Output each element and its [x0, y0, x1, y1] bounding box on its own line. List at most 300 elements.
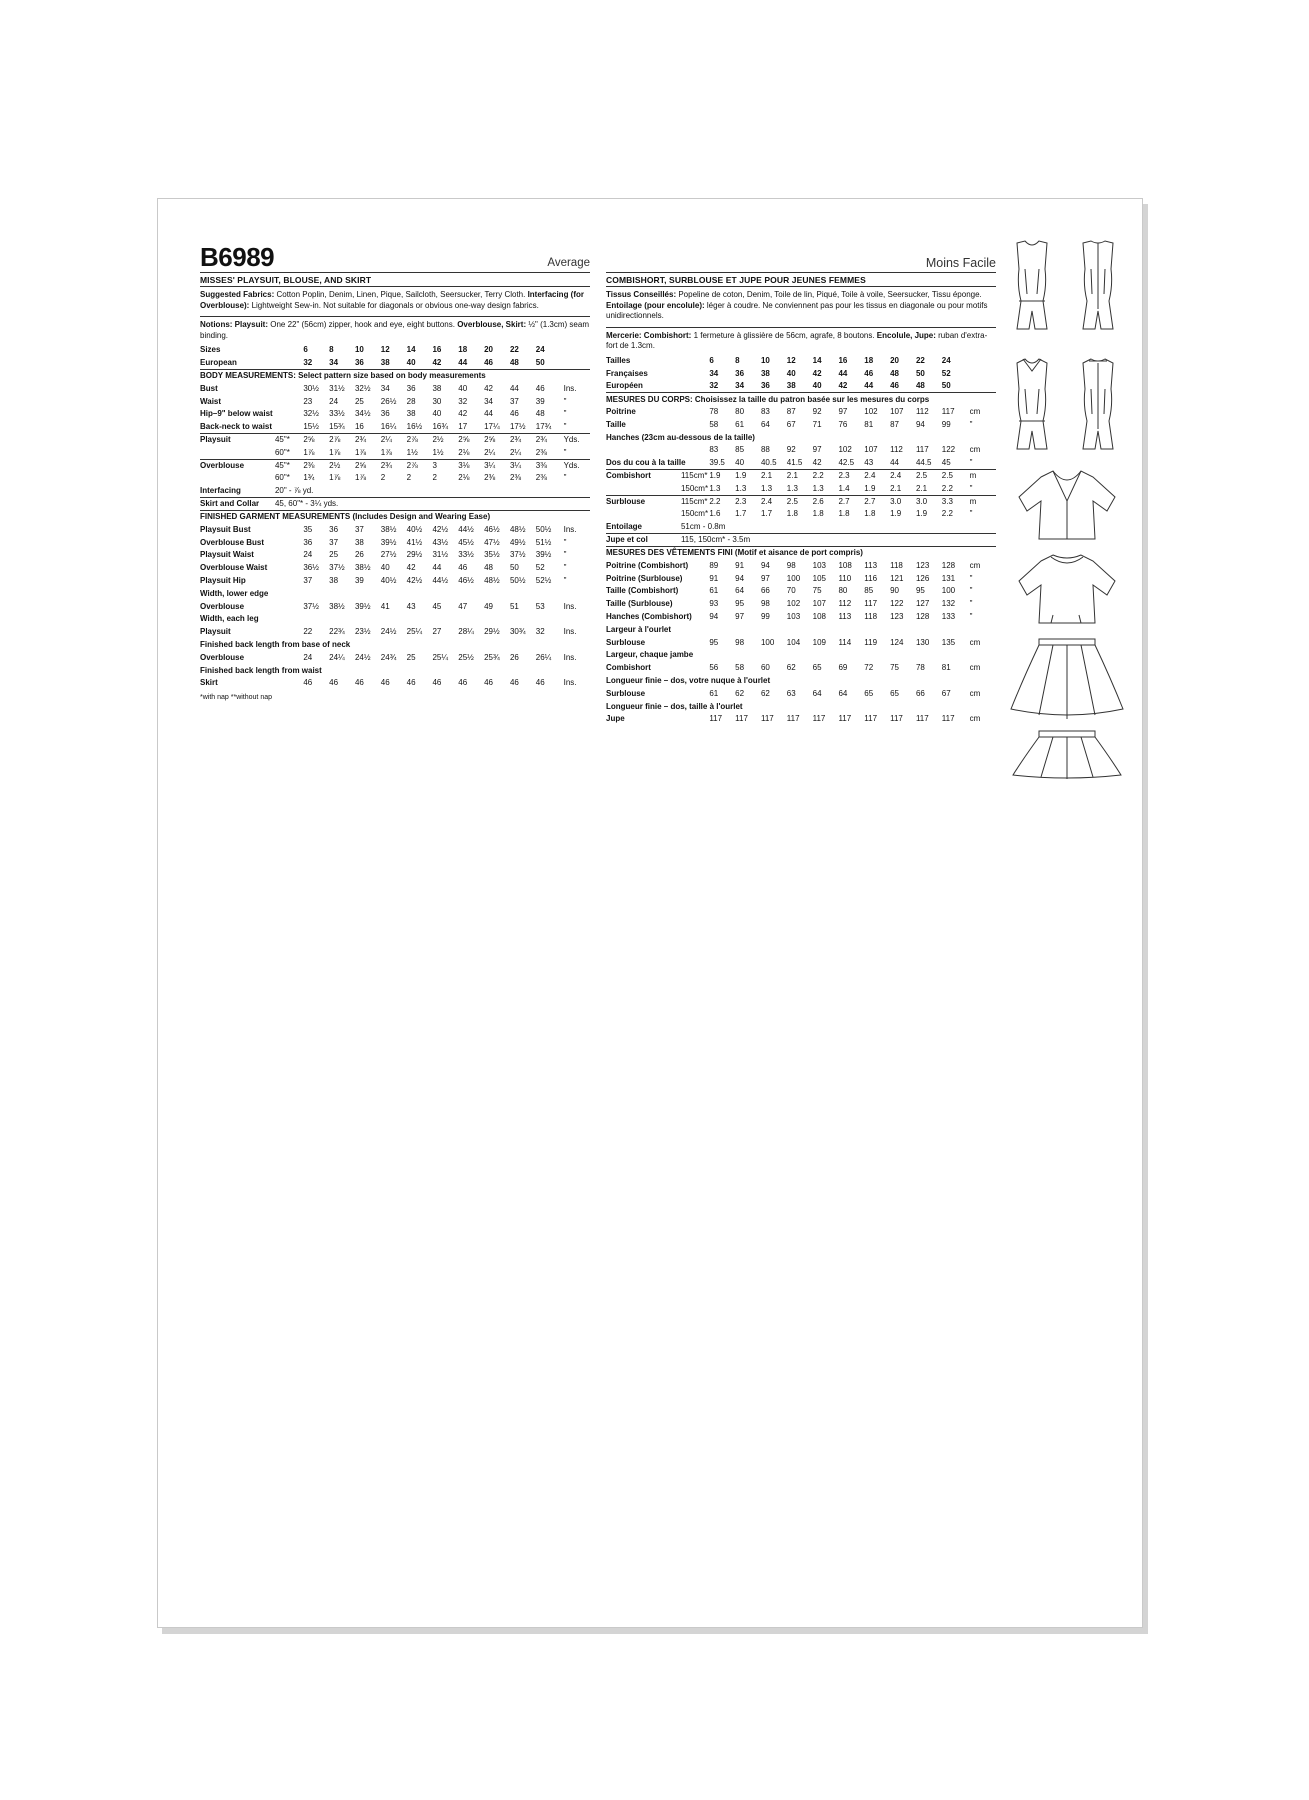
size-value: 92: [786, 445, 796, 455]
row-label: Playsuit Bust: [200, 524, 251, 534]
size-value: 37½: [329, 563, 345, 573]
size-value: 97: [760, 573, 770, 583]
size-value: 1.3: [760, 483, 773, 493]
size-value: 92: [812, 407, 822, 417]
table-row: [606, 559, 996, 572]
size-value: 85: [735, 445, 745, 455]
size-value: 38: [354, 537, 364, 547]
size-value: 81: [941, 663, 951, 673]
size-value: 90: [890, 586, 900, 596]
size-value: 40: [458, 383, 468, 393]
fabric-width: [681, 444, 709, 457]
size-value: 2¾: [355, 434, 381, 447]
fabric-width: [681, 367, 709, 380]
row-value: 20" - ⅞ yd.: [274, 485, 314, 495]
size-value: 37½: [303, 601, 319, 611]
fabric-width: 115cm*: [681, 470, 709, 483]
table-row: [606, 649, 996, 662]
table-row: [200, 562, 590, 575]
fabric-width: [275, 549, 303, 562]
size-value: 39½: [354, 601, 371, 611]
table-row: [200, 485, 590, 498]
size-value: 80: [838, 586, 848, 596]
size-value: 18: [864, 355, 874, 365]
size-value: 94: [760, 560, 770, 570]
size-value: 108: [838, 560, 852, 570]
size-value: 56: [709, 663, 719, 673]
size-value: 2⅞: [407, 434, 433, 447]
table-row: [606, 547, 996, 560]
size-value: 15¾: [329, 421, 345, 431]
size-value: 133: [941, 612, 956, 622]
unit: Ins.: [563, 524, 577, 534]
fabrics-label: Suggested Fabrics:: [200, 290, 275, 299]
size-value: 131: [941, 573, 956, 583]
unit: m: [968, 495, 996, 508]
size-value: 123: [890, 612, 904, 622]
table-row: [606, 700, 996, 713]
unit: Ins.: [563, 678, 577, 688]
fabric-width: 150cm*: [680, 509, 709, 519]
size-value: 38: [380, 357, 390, 367]
size-value: 2.5: [942, 470, 968, 483]
size-value: 2⅜: [535, 447, 547, 457]
size-value: 76: [838, 419, 848, 429]
size-value: 41½: [406, 537, 423, 547]
row-label: Dos du cou à la taille: [606, 458, 686, 468]
row-value: 45, 60"* - 3¼ yds.: [275, 498, 590, 511]
table-row: [606, 470, 996, 483]
size-value: 48: [509, 357, 519, 367]
size-value: 83: [760, 407, 770, 417]
size-value: 25¼: [432, 652, 449, 662]
fabric-width: [275, 536, 303, 549]
size-value: 25¼: [406, 627, 423, 637]
size-value: 23½: [354, 627, 371, 637]
size-value: 93: [709, 599, 719, 609]
size-value: 24: [941, 355, 951, 365]
size-value: 49: [484, 601, 494, 611]
size-value: 69: [838, 663, 848, 673]
notions-text-2: ½" (1.3cm) seam binding.: [200, 320, 589, 340]
size-value: 121: [890, 573, 904, 583]
fabric-width: [275, 562, 303, 575]
size-value: 42½: [406, 575, 423, 585]
section-heading: BODY MEASUREMENTS: Select pattern size based on body measurements: [200, 370, 590, 383]
row-label: Taille (Surblouse): [606, 599, 673, 609]
size-value: 2⅝: [303, 434, 329, 447]
row-label: [606, 482, 681, 495]
size-value: 34: [484, 396, 494, 406]
size-value: 2¾: [536, 434, 562, 447]
notions-label-fr: Mercerie: Combishort:: [606, 330, 692, 340]
size-value: 34: [709, 368, 719, 378]
size-value: 24¼: [329, 652, 345, 662]
size-value: 31½: [329, 383, 345, 393]
size-value: 2¼: [509, 447, 522, 457]
size-value: 38: [786, 381, 796, 391]
fabric-width: [275, 408, 303, 421]
fabric-width: [275, 344, 303, 357]
unit: cm: [969, 560, 981, 570]
size-value: 17¾: [535, 421, 552, 431]
table-row: [606, 521, 996, 534]
size-value: 108: [812, 612, 826, 622]
size-value: 48: [535, 409, 545, 419]
size-value: 2.7: [838, 495, 864, 508]
fabric-width: [275, 677, 303, 690]
size-value: 126: [915, 573, 930, 583]
size-value: 16¼: [380, 421, 397, 431]
size-value: 67: [941, 688, 951, 698]
table-row: [606, 585, 996, 598]
size-value: 2¾: [510, 434, 536, 447]
fabric-width: [681, 687, 709, 700]
size-value: 44: [890, 458, 900, 468]
fabric-width: [681, 572, 709, 585]
notions-label-2: Overblouse, Skirt:: [457, 320, 527, 329]
row-label: Hanches (23cm au-dessous de la taille): [606, 432, 755, 442]
size-value: 122: [890, 599, 904, 609]
size-value: 45: [941, 458, 951, 468]
size-value: 130: [915, 637, 930, 647]
table-row: [200, 626, 590, 639]
row-label: [200, 446, 275, 459]
size-value: 95: [709, 637, 719, 647]
size-value: 42: [484, 383, 494, 393]
row-label: Playsuit Hip: [200, 575, 246, 585]
size-value: 37: [354, 524, 364, 534]
row-label: Skirt and Collar: [200, 498, 275, 511]
skirt-back-sketch: [1013, 731, 1121, 779]
size-value: 33½: [329, 409, 345, 419]
size-value: 75: [812, 586, 822, 596]
size-value: 71: [812, 419, 822, 429]
size-value: 46: [458, 563, 468, 573]
size-value: 36: [760, 381, 770, 391]
fabric-width: 60"*: [274, 447, 290, 457]
size-value: 44½: [432, 575, 449, 585]
size-value: 1⅞: [354, 473, 367, 483]
size-value: 46: [890, 381, 900, 391]
size-value: 24: [329, 396, 339, 406]
size-value: 127: [915, 599, 930, 609]
row-label: Playsuit: [200, 627, 231, 637]
size-value: 117: [709, 714, 723, 724]
fabric-width: 150cm*: [680, 483, 709, 493]
size-value: 37: [509, 396, 519, 406]
size-value: 2⅞: [329, 434, 355, 447]
size-value: 87: [890, 419, 900, 429]
size-value: 65: [890, 688, 900, 698]
size-value: 34: [735, 381, 745, 391]
fabric-width: 115cm*: [681, 495, 709, 508]
size-value: 128: [941, 560, 956, 570]
table-row: [200, 523, 590, 536]
size-value: 45½: [458, 537, 474, 547]
size-value: 44: [838, 368, 848, 378]
unit: ": [563, 473, 567, 483]
section-heading: MESURES DU CORPS: Choisissez la taille du patron basée sur les mesures du corps: [606, 393, 996, 406]
size-value: 38½: [329, 601, 345, 611]
size-value: 32½: [303, 409, 319, 419]
fabric-width: 45"*: [275, 459, 303, 472]
unit: Yds.: [562, 434, 590, 447]
playsuit-back-sketch: [1083, 241, 1113, 329]
size-value: 2: [432, 473, 437, 483]
table-row: [606, 393, 996, 406]
size-value: 1.9: [864, 483, 876, 493]
table-row: [606, 623, 996, 636]
size-value: 66: [915, 688, 925, 698]
row-label: Overblouse Waist: [200, 563, 268, 573]
size-value: 26: [509, 652, 519, 662]
size-value: 20: [484, 345, 494, 355]
size-value: 43: [864, 458, 874, 468]
size-value: 1.7: [760, 509, 773, 519]
size-value: 25¾: [484, 652, 500, 662]
fabric-width: [275, 626, 303, 639]
table-row: [200, 446, 590, 459]
table-row: [200, 498, 590, 511]
row-label: Surblouse: [606, 637, 646, 647]
size-value: 3.0: [890, 495, 916, 508]
fabrics-label-fr: Tissus Conseillés:: [606, 290, 677, 299]
size-value: 39: [535, 396, 545, 406]
size-value: 1.3: [709, 483, 721, 493]
size-value: 20: [890, 355, 900, 365]
size-value: 64: [735, 586, 745, 596]
size-value: 2: [406, 473, 412, 483]
english-column: [200, 241, 590, 701]
fabric-width: [275, 523, 303, 536]
size-value: 37: [303, 575, 313, 585]
size-value: 64: [838, 688, 848, 698]
row-label: Overblouse: [200, 459, 275, 472]
size-value: 103: [786, 612, 801, 622]
size-value: 24½: [354, 652, 371, 662]
playsuit-collar-back-sketch: [1083, 359, 1113, 449]
row-label: Hip–9" below waist: [200, 409, 273, 419]
table-row: [606, 572, 996, 585]
size-value: 39.5: [709, 458, 725, 468]
size-value: 1½: [432, 447, 444, 457]
unit: Ins.: [563, 601, 577, 611]
size-value: 22: [509, 345, 519, 355]
size-value: 30½: [303, 383, 319, 393]
size-value: 32: [303, 357, 313, 367]
size-value: 46: [406, 678, 416, 688]
size-value: 42: [812, 458, 822, 468]
size-value: 80: [735, 407, 745, 417]
size-value: 2.1: [915, 483, 928, 493]
table-row: [606, 355, 996, 368]
unit: cm: [969, 688, 981, 698]
size-value: 2.1: [787, 470, 813, 483]
fabric-width: [275, 382, 303, 395]
size-value: 1⅞: [380, 447, 392, 457]
size-value: 39½: [535, 550, 552, 560]
size-value: 38: [432, 383, 442, 393]
size-value: 117: [812, 714, 826, 724]
size-value: 1.9: [735, 470, 761, 483]
size-value: 112: [838, 599, 852, 609]
unit: m: [968, 470, 996, 483]
table-row: [200, 677, 590, 690]
table-row: [200, 639, 590, 652]
row-label: Skirt: [200, 678, 218, 688]
fabric-width: [681, 380, 709, 393]
unit: cm: [969, 663, 981, 673]
measurement-table-en: [200, 344, 590, 690]
size-value: 52½: [535, 575, 552, 585]
unit: [562, 357, 590, 370]
table-row: [606, 431, 996, 444]
table-row: [606, 662, 996, 675]
size-value: 100: [786, 573, 801, 583]
row-label: Taille: [606, 419, 626, 429]
size-value: 2.4: [761, 495, 787, 508]
fabrics-text-fr: Popeline de coton, Denim, Toile de lin, Piqué, Toile à voile, Seersucker, Tissu éponge.: [676, 290, 982, 299]
size-value: 2⅝: [355, 459, 381, 472]
size-value: 124: [890, 637, 904, 647]
unit: ": [969, 599, 973, 609]
size-value: 26¼: [535, 652, 552, 662]
size-value: 30¾: [509, 627, 526, 637]
size-value: 63: [786, 688, 796, 698]
size-value: 34: [380, 383, 390, 393]
table-row: [200, 344, 590, 357]
table-row: [606, 380, 996, 393]
size-value: 26: [354, 550, 364, 560]
size-value: 72: [864, 663, 874, 673]
size-value: 107: [864, 445, 878, 455]
size-value: 10: [760, 355, 770, 365]
fabric-width: [681, 598, 709, 611]
row-label: Overblouse: [200, 601, 245, 611]
size-value: 2.2: [941, 509, 953, 519]
size-value: 28: [406, 396, 416, 406]
size-value: 83: [709, 445, 719, 455]
playsuit-collar-front-sketch: [1017, 359, 1047, 449]
size-value: 99: [760, 612, 770, 622]
size-value: 3⅛: [458, 459, 484, 472]
row-label: Tailles: [606, 355, 631, 365]
overblouse-back-sketch: [1019, 555, 1115, 623]
size-value: 42.5: [838, 458, 855, 468]
size-value: 17½: [509, 421, 526, 431]
size-value: 2.4: [890, 470, 916, 483]
size-value: 48½: [484, 575, 500, 585]
size-value: 46: [354, 678, 364, 688]
interfacing-text-fr: léger à coudre. Ne conviennent pas pour les tissus en diagonale ou pour motifs unidirectionnels.: [606, 300, 988, 320]
row-label: Bust: [200, 383, 218, 393]
size-value: 47: [458, 601, 468, 611]
table-row: [606, 367, 996, 380]
row-label: Width, lower edge: [200, 588, 269, 598]
size-value: 2.4: [864, 470, 890, 483]
interfacing-label: Interfacing (for Overblouse):: [200, 290, 585, 310]
table-row: [606, 457, 996, 470]
notions-label: Notions: Playsuit:: [200, 320, 269, 329]
row-label: Interfacing: [200, 485, 241, 495]
unit: ": [563, 409, 567, 419]
pattern-code: B6989: [200, 242, 275, 272]
size-value: 17¼: [484, 421, 500, 431]
size-value: 64: [760, 419, 770, 429]
size-value: 42: [406, 563, 416, 573]
size-value: 2.3: [735, 495, 761, 508]
size-value: 36: [354, 357, 364, 367]
size-value: 2.5: [787, 495, 813, 508]
size-value: 2¼: [484, 447, 496, 457]
unit: ": [563, 575, 567, 585]
size-value: 97: [735, 612, 745, 622]
row-label: Combishort: [606, 470, 681, 483]
row-label: Finished back length from base of neck: [200, 639, 351, 649]
size-value: 75: [890, 663, 900, 673]
size-value: 40.5: [760, 458, 777, 468]
size-value: 2⅜: [509, 473, 522, 483]
skirt-front-sketch: [1011, 639, 1123, 719]
size-value: 123: [915, 560, 930, 570]
size-value: 48: [484, 563, 494, 573]
size-value: 32: [535, 627, 545, 637]
section-heading: MESURES DES VÊTEMENTS FINI (Motif et aisance de port compris): [606, 547, 996, 560]
size-value: 18: [458, 345, 468, 355]
size-value: 38: [406, 409, 416, 419]
size-value: 45: [432, 601, 442, 611]
size-value: 48½: [509, 524, 526, 534]
size-value: 41.5: [786, 458, 803, 468]
table-row: [200, 613, 590, 626]
size-value: 36: [329, 524, 339, 534]
size-value: 27½: [380, 550, 397, 560]
size-value: 91: [735, 560, 745, 570]
size-value: 107: [812, 599, 826, 609]
table-row: [200, 459, 590, 472]
size-value: 1.8: [812, 509, 824, 519]
size-value: 44: [484, 409, 494, 419]
size-value: 32: [709, 381, 719, 391]
size-value: 30: [432, 396, 442, 406]
table-row: [200, 536, 590, 549]
size-value: 40: [812, 381, 822, 391]
size-value: 117: [915, 445, 929, 455]
size-value: 78: [709, 407, 719, 417]
size-value: 95: [915, 586, 925, 596]
table-row: [200, 511, 590, 524]
size-value: 34: [329, 357, 339, 367]
size-value: 1⅞: [329, 473, 341, 483]
size-value: 16¾: [432, 421, 449, 431]
row-label: Françaises: [606, 368, 648, 378]
size-value: 117: [941, 407, 955, 417]
size-value: 42: [458, 409, 468, 419]
size-value: 35½: [484, 550, 500, 560]
size-value: 62: [760, 688, 770, 698]
size-value: 36: [303, 537, 313, 547]
table-row: [606, 598, 996, 611]
fabric-width: [681, 355, 709, 368]
size-value: 34½: [354, 409, 371, 419]
size-value: 100: [941, 586, 956, 596]
pattern-title: MISSES' PLAYSUIT, BLOUSE, AND SKIRT: [200, 273, 590, 287]
section-heading: FINISHED GARMENT MEASUREMENTS (Includes Design and Wearing Ease): [200, 511, 590, 524]
row-label: Waist: [200, 396, 222, 406]
row-label: Poitrine: [606, 407, 636, 417]
size-value: 38½: [354, 563, 371, 573]
